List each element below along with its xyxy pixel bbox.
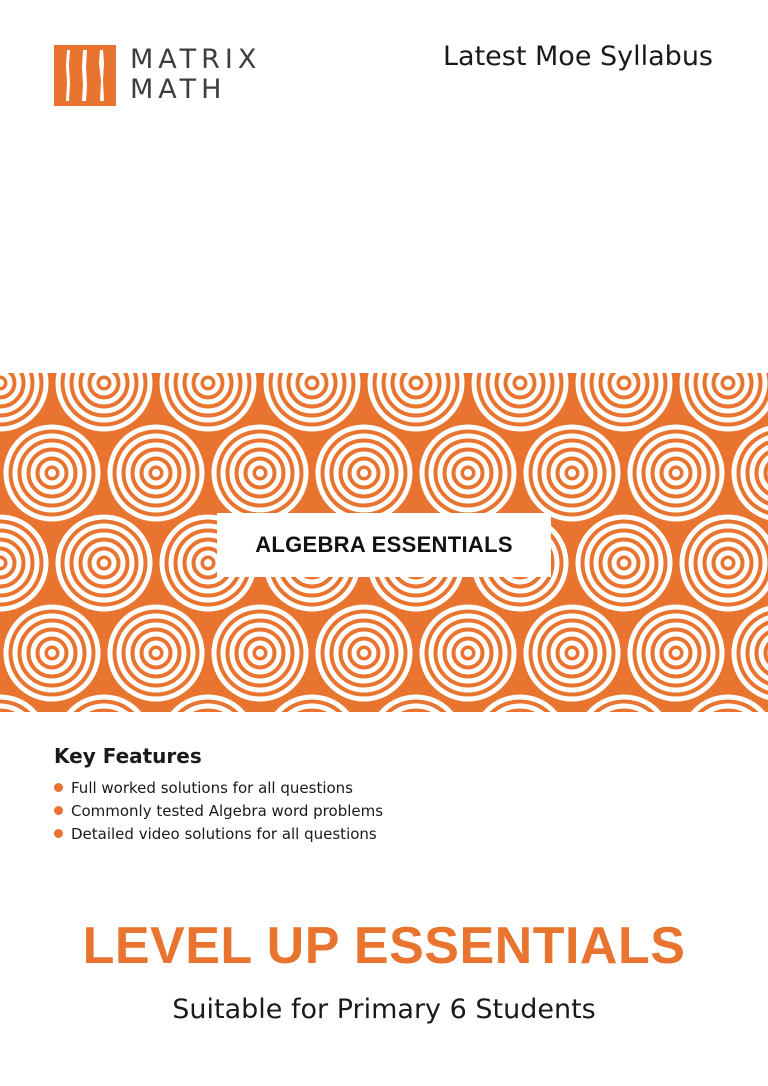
feature-text: Detailed video solutions for all questions <box>71 824 377 843</box>
pattern-banner <box>0 373 768 712</box>
list-item <box>54 776 383 799</box>
bullet-icon <box>54 829 63 838</box>
brand-name-line1: MATRIX <box>130 44 262 75</box>
bullet-icon <box>54 783 63 792</box>
list-item <box>54 822 383 845</box>
syllabus-label: Latest Moe Syllabus <box>442 41 713 72</box>
key-features-heading: Key Features <box>54 744 202 768</box>
bullet-icon <box>54 806 63 815</box>
series-title: LEVEL UP ESSENTIALS <box>82 917 686 975</box>
audience-label: Suitable for Primary 6 Students <box>172 994 596 1025</box>
banner-title: ALGEBRA ESSENTIALS <box>255 532 513 557</box>
feature-text: Full worked solutions for all questions <box>71 778 353 797</box>
banner-title-box <box>217 513 551 577</box>
brand-logo <box>54 45 261 106</box>
feature-text: Commonly tested Algebra word problems <box>71 801 384 820</box>
brand-wordmark <box>130 45 261 105</box>
matrix-math-logo-icon <box>54 45 116 106</box>
key-features <box>54 744 383 845</box>
list-item <box>54 799 383 822</box>
brand-name-line2: MATH <box>130 74 227 105</box>
key-features-list <box>54 776 383 845</box>
